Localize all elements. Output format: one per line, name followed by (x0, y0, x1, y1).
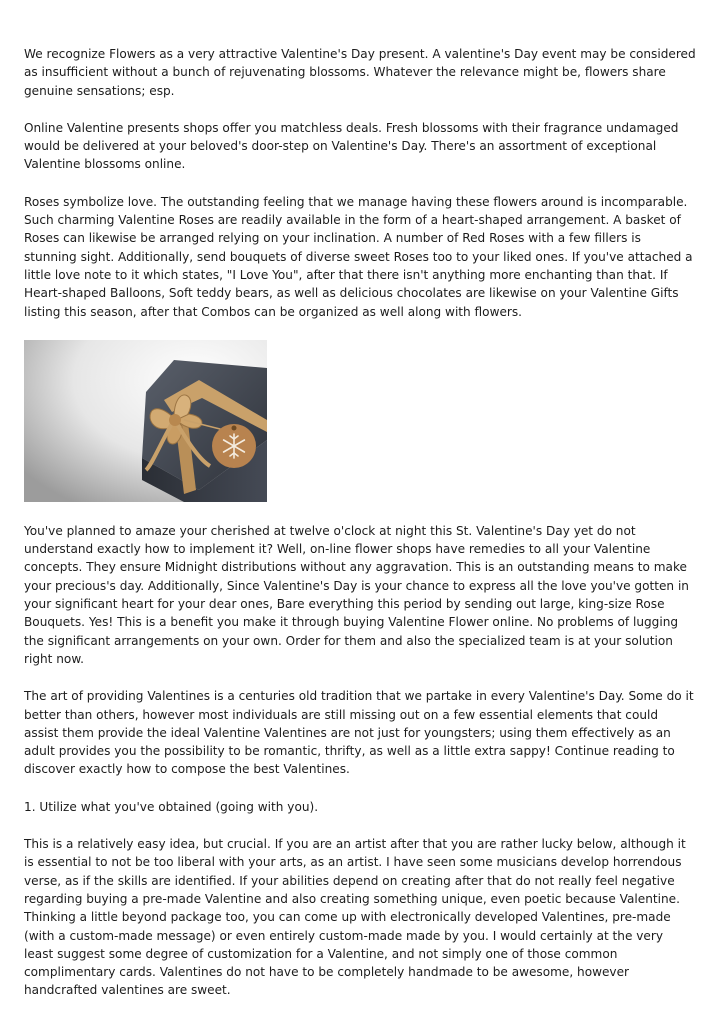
paragraph-artist-tips: This is a relatively easy idea, but crucial. If you are an artist after that you are rather lucky below, although it is essential to not be too liberal with your arts, as an artist. I have seen some musicians develop horrendous verse, as if the skills are identified. If your abilities depend on creating after that do not really feel negative regarding buying a pre-made Valentine and also creating something unique, even poetic because Valentine. Thinking a little beyond package too, you can come up with electronically developed Valentines, pre-made (with a custom-made message) or even entirely custom-made made by you. I would certainly at the very least suggest some degree of customization for a Valentine, and not simply one of those common complimentary cards. Valentines do not have to be completely handmade to be awesome, however handcrafted valentines are sweet. (24, 837, 686, 998)
paragraph-online-shops: Online Valentine presents shops offer you matchless deals. Fresh blossoms with their fragrance undamaged would be delivered at your beloved's door-step on Valentine's Day. There's an assortment of exceptional Valentine blossoms online. (24, 120, 679, 172)
list-heading-utilize: 1. Utilize what you've obtained (going with you). (24, 799, 319, 814)
gift-box-image (24, 340, 267, 502)
paragraph-roses: Roses symbolize love. The outstanding feeling that we manage having these flowers around is incomparable. Such charming Valentine Roses are readily available in the form of a heart-shaped arrangement. A basket of Roses can likewise be arranged relying on your inclination. A number of Red Roses with a few fillers is stunning sight. Additionally, send bouquets of diverse sweet Roses too to your liked ones. If you've attached a little love note to it which states, "I Love You", after that there isn't anything more enchanting than that. If Heart-shaped Balloons, Soft teddy bears, as well as delicious chocolates are likewise on your Valentine Gifts listing this season, after that Combos can be organized as well along with flowers. (24, 194, 693, 319)
paragraph-flowers-intro: We recognize Flowers as a very attractive Valentine's Day present. A valentine's Day event may be considered as insufficient without a bunch of rejuvenating blossoms. Whatever the relevance might be, flowers share genuine sensations; esp. (24, 47, 696, 98)
paragraph-art-of-valentines: The art of providing Valentines is a centuries old tradition that we partake in every Valentine's Day. Some do it better than others, however most individuals are still missing out on a few essential elements that could assist them provide the ideal Valentine Valentines are not just for youngsters; using them effectively as an adult provides you the possibility to be romantic, thrifty, as well as a little extra sappy! Continue reading to discover exactly how to compose the best Valentines. (24, 689, 694, 777)
paragraph-midnight-delivery: You've planned to amaze your cherished at twelve o'clock at night this St. Valentine's Day yet do not understand exactly how to implement it? Well, on-line flower shops have remedies to all your Valentine concepts. They ensure Midnight distributions without any aggravation. This is an outstanding means to make your precious's day. Additionally, Since Valentine's Day is your chance to express all the love you've gotten in your significant heart for your dear ones, Bare everything this period by sending out large, king-size Rose Bouquets. Yes! This is a benefit you make it through buying Valentine Flower online. No problems of lugging the significant arrangements on your own. Order for them and also the specialized team is at your solution right now. (24, 523, 689, 666)
